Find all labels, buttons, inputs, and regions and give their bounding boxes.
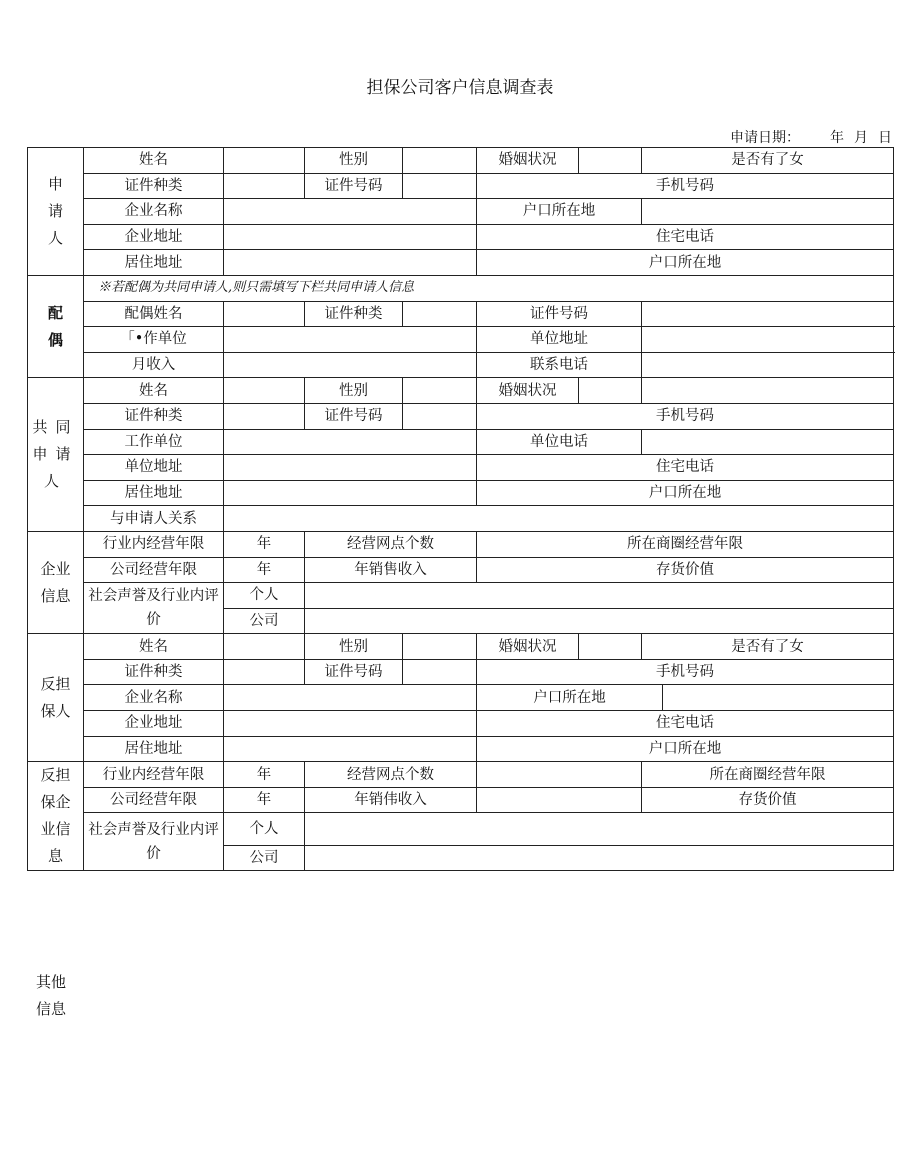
customer-info-table	[27, 147, 894, 871]
table-row	[28, 148, 894, 174]
table-row	[28, 275, 894, 301]
label-unit-address: 单位地址	[84, 455, 224, 481]
input-company-reputation[interactable]	[305, 608, 894, 634]
input-company-name[interactable]	[224, 199, 477, 225]
label-company-name: 企业名称	[84, 199, 224, 225]
label-marital: 婚姻状况	[477, 148, 579, 174]
table-row	[28, 224, 894, 250]
input-marital[interactable]	[579, 378, 642, 404]
label-monthly-income: 月收入	[84, 352, 224, 378]
unit-year: 年	[224, 787, 305, 813]
label-id-type: 证件种类	[305, 301, 403, 327]
label-company-years: 公司经营年限	[84, 557, 224, 583]
label-mobile: 手机号码	[477, 173, 894, 199]
input-hukou[interactable]	[642, 199, 894, 225]
label-outlets: 经营网点个数	[305, 762, 477, 788]
input-residence[interactable]	[224, 480, 477, 506]
label-residence: 居住地址	[84, 480, 224, 506]
label-home-phone: 住宅电话	[477, 224, 894, 250]
section-guarantor: 反担 保人	[28, 634, 84, 762]
label-annual-sales: 年销售收入	[305, 557, 477, 583]
table-row	[28, 480, 894, 506]
unit-year: 年	[224, 531, 305, 557]
table-row	[28, 506, 894, 532]
table-row	[28, 301, 894, 327]
date-label: 申请日期：	[730, 130, 800, 146]
section-co-applicant: 共同 申请 人	[28, 378, 84, 532]
label-name: 姓名	[84, 378, 224, 404]
label-has-children: 是否有了女	[642, 634, 894, 660]
label-hukou: 户口所在地	[477, 685, 663, 711]
table-row	[28, 557, 894, 583]
input-name[interactable]	[224, 378, 305, 404]
label-relation: 与申请人关系	[84, 506, 224, 532]
table-row	[28, 429, 894, 455]
input-marital[interactable]	[579, 148, 642, 174]
label-home-phone: 住宅电话	[477, 455, 894, 481]
label-work-unit: 「•作单位	[84, 327, 224, 353]
label-unit-address: 单位地址	[477, 327, 642, 353]
input-outlets[interactable]	[477, 762, 642, 788]
label-personal: 个人	[224, 583, 305, 609]
label-name: 姓名	[84, 634, 224, 660]
label-spouse-name: 配偶姓名	[84, 301, 224, 327]
table-row	[28, 403, 894, 429]
label-home-phone: 住宅电话	[477, 711, 894, 737]
label-id-number: 证件号码	[305, 173, 403, 199]
input-annual-sales[interactable]	[477, 787, 642, 813]
input-residence[interactable]	[224, 736, 477, 762]
label-industry-years: 行业内经营年限	[84, 762, 224, 788]
label-has-children: 是否有了女	[642, 148, 894, 174]
label-id-type: 证件种类	[84, 173, 224, 199]
input-residence[interactable]	[224, 250, 477, 276]
table-row	[28, 455, 894, 481]
label-reputation: 社会声誉及行业内评价	[84, 813, 224, 871]
label-company-years: 公司经营年限	[84, 787, 224, 813]
input-id-number[interactable]	[642, 301, 894, 327]
input-id-number[interactable]	[403, 659, 477, 685]
input-spouse-name[interactable]	[224, 301, 305, 327]
input-unit-address[interactable]	[224, 455, 477, 481]
input-personal-reputation[interactable]	[305, 583, 894, 609]
section-applicant: 申 请 人	[28, 148, 84, 276]
input-id-type[interactable]	[224, 403, 305, 429]
label-company-name: 企业名称	[84, 685, 224, 711]
input-id-type[interactable]	[224, 659, 305, 685]
table-row	[28, 173, 894, 199]
date-month: 月	[854, 130, 868, 146]
label-district-years: 所在商圈经营年限	[642, 762, 894, 788]
input-relation[interactable]	[224, 506, 894, 532]
table-row	[28, 711, 894, 737]
label-marital: 婚姻状况	[477, 634, 579, 660]
label-name: 姓名	[84, 148, 224, 174]
label-company: 公司	[224, 845, 305, 871]
input-company-address[interactable]	[224, 711, 477, 737]
label-mobile: 手机号码	[477, 403, 894, 429]
label-gender: 性别	[305, 634, 403, 660]
label-hukou: 户口所在地	[477, 250, 894, 276]
section-enterprise: 企业 信息	[28, 531, 84, 633]
label-outlets: 经营网点个数	[305, 531, 477, 557]
label-id-number: 证件号码	[305, 659, 403, 685]
table-row	[28, 736, 894, 762]
application-date	[730, 127, 892, 147]
unit-year: 年	[224, 557, 305, 583]
label-id-number: 证件号码	[477, 301, 642, 327]
input-work-unit[interactable]	[224, 429, 477, 455]
table-row	[28, 199, 894, 225]
input-company-address[interactable]	[224, 224, 477, 250]
label-personal: 个人	[224, 813, 305, 845]
input-name[interactable]	[224, 148, 305, 174]
label-reputation: 社会声誉及行业内评价	[84, 583, 224, 634]
input-gender[interactable]	[403, 148, 477, 174]
input-work-unit[interactable]	[224, 327, 477, 353]
table-row	[28, 352, 894, 378]
label-district-years: 所在商圈经营年限	[477, 531, 894, 557]
label-hukou: 户口所在地	[477, 199, 642, 225]
table-row	[28, 659, 894, 685]
label-residence: 居住地址	[84, 250, 224, 276]
input-personal-reputation[interactable]	[305, 813, 894, 845]
input-marital[interactable]	[579, 634, 642, 660]
input-contact-phone[interactable]	[642, 352, 894, 378]
label-work-unit: 工作单位	[84, 429, 224, 455]
label-hukou: 户口所在地	[477, 736, 894, 762]
label-company: 公司	[224, 608, 305, 634]
date-year: 年	[830, 130, 844, 146]
table-row	[28, 531, 894, 557]
input-id-type[interactable]	[224, 173, 305, 199]
other-info-label: 其他 信息	[36, 973, 67, 1018]
label-mobile: 手机号码	[477, 659, 894, 685]
input-gender[interactable]	[403, 378, 477, 404]
table-row	[28, 327, 894, 353]
input-id-number[interactable]	[403, 173, 477, 199]
table-row	[28, 378, 894, 404]
input-monthly-income[interactable]	[224, 352, 477, 378]
input-gender[interactable]	[403, 634, 477, 660]
table-row	[28, 762, 894, 788]
label-gender: 性别	[305, 148, 403, 174]
label-hukou: 户口所在地	[477, 480, 894, 506]
label-residence: 居住地址	[84, 736, 224, 762]
table-row	[28, 685, 894, 711]
label-inventory: 存货价值	[642, 787, 894, 813]
input-id-number[interactable]	[403, 403, 477, 429]
label-company-address: 企业地址	[84, 224, 224, 250]
table-row	[28, 583, 894, 609]
form-title: 担保公司客户信息调查表	[366, 78, 554, 98]
section-guarantor-enterprise: 反担 保企 业信 息	[28, 762, 84, 871]
input-unit-phone[interactable]	[642, 429, 894, 455]
label-annual-sales: 年销伟收入	[305, 787, 477, 813]
input-name[interactable]	[224, 634, 305, 660]
label-industry-years: 行业内经营年限	[84, 531, 224, 557]
table-row	[28, 634, 894, 660]
label-inventory: 存货价值	[477, 557, 894, 583]
input-company-name[interactable]	[224, 685, 477, 711]
label-id-type: 证件种类	[84, 659, 224, 685]
label-id-type: 证件种类	[84, 403, 224, 429]
table-row	[28, 250, 894, 276]
date-day: 日	[878, 130, 892, 146]
input-company-reputation[interactable]	[305, 845, 894, 871]
input-id-type[interactable]	[403, 301, 477, 327]
label-marital: 婚姻状况	[477, 378, 579, 404]
spouse-note: ※若配偶为共同申请人,则只需填写下栏共同申请人信息	[84, 275, 894, 301]
input-unit-address[interactable]	[642, 327, 894, 353]
label-unit-phone: 单位电话	[477, 429, 642, 455]
input-hukou[interactable]	[663, 685, 894, 711]
table-row	[28, 787, 894, 813]
label-id-number: 证件号码	[305, 403, 403, 429]
table-row	[28, 813, 894, 845]
label-company-address: 企业地址	[84, 711, 224, 737]
unit-year: 年	[224, 762, 305, 788]
section-spouse: 配 偶	[28, 275, 84, 377]
label-gender: 性别	[305, 378, 403, 404]
label-contact-phone: 联系电话	[477, 352, 642, 378]
blank-cell	[642, 378, 894, 404]
